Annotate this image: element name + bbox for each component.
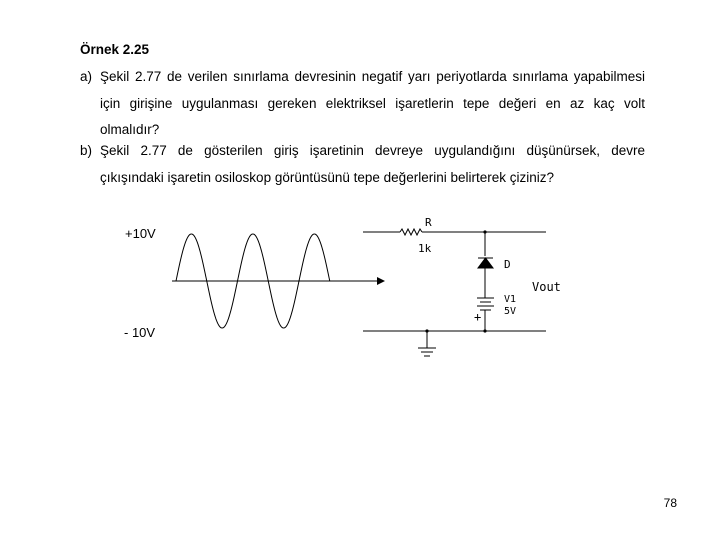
diode-symbol xyxy=(478,258,493,268)
question-a-text: Şekil 2.77 de verilen sınırlama devresinin negatif yarı periyotlarda sınırlama yapabilmesi için girişine uygulanması gereken elektriksel işaretlerin tepe değeri en az kaç volt olmalıdır? xyxy=(100,69,645,137)
page-number: 78 xyxy=(663,496,677,510)
input-signal xyxy=(124,226,385,340)
positive-peak-label: +10V xyxy=(125,226,156,241)
source-value: 5V xyxy=(504,306,517,317)
node-top xyxy=(483,230,486,233)
question-b-marker: b) xyxy=(80,143,93,158)
clipper-circuit xyxy=(363,229,546,356)
resistor xyxy=(400,229,422,235)
resistor-name: R xyxy=(425,216,432,229)
axis-arrowhead xyxy=(377,277,385,285)
source-polarity: + xyxy=(474,310,482,324)
question-b-text: Şekil 2.77 de gösterilen giriş işaretinin devreye uygulandığını düşünürsek, devre çıkışındaki işaretin osiloskop görüntüsünü tepe değerlerini belirterek çiziniz? xyxy=(100,143,645,185)
negative-peak-label: - 10V xyxy=(124,325,156,340)
diode-name: D xyxy=(504,258,511,271)
node-bottom-left xyxy=(425,329,428,332)
node-bottom-right xyxy=(483,329,486,332)
example-heading: Örnek 2.25 xyxy=(80,42,150,57)
resistor-value: 1k xyxy=(418,242,432,255)
source-name: V1 xyxy=(504,294,517,305)
question-a-marker: a) xyxy=(80,69,93,84)
output-label: Vout xyxy=(532,280,561,294)
